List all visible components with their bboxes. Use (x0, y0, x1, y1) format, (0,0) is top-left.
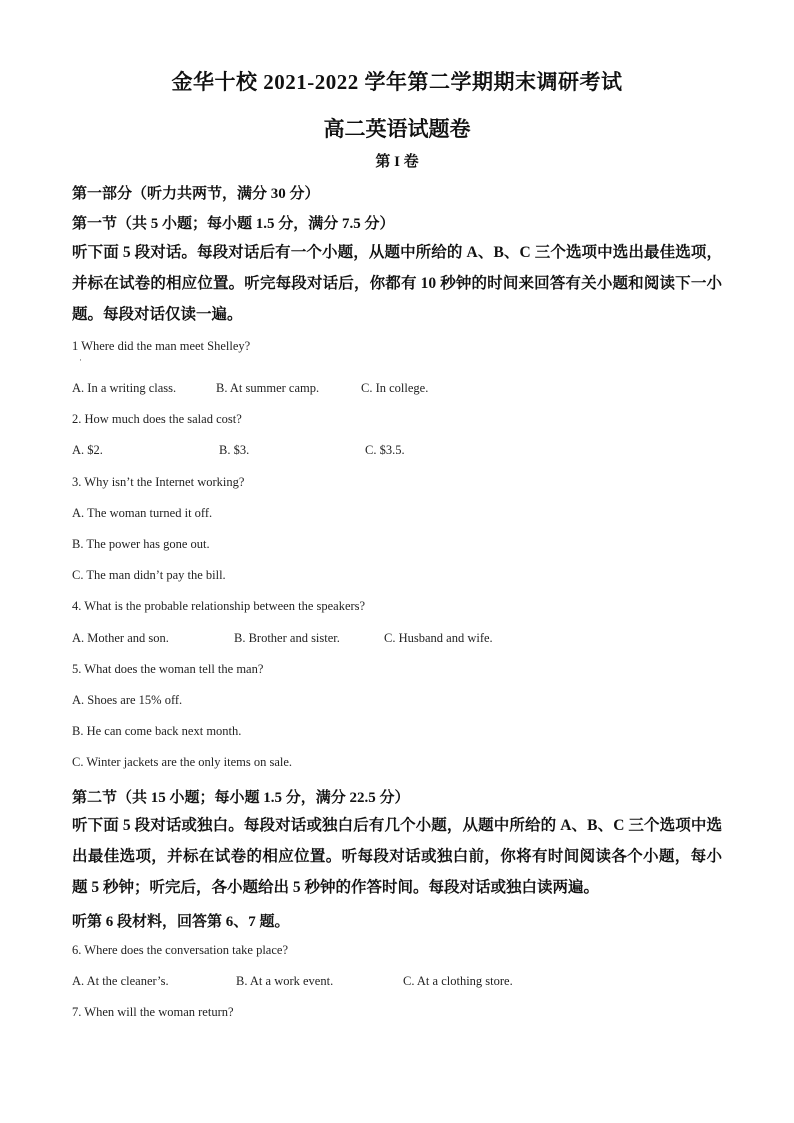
q1-option-b: B. At summer camp. (216, 381, 320, 395)
q2-option-c: C. $3.5. (365, 443, 405, 457)
q4-option-c: C. Husband and wife. (384, 631, 493, 645)
q5-option-b: B. He can come back next month. (72, 724, 242, 738)
q6-option-a: A. At the cleaner’s. (72, 974, 169, 988)
section2-heading: 第二节（共 15 小题；每小题 1.5 分，满分 22.5 分） (72, 790, 410, 806)
material-6-heading: 听第 6 段材料，回答第 6、7 题。 (72, 914, 290, 930)
q2-option-b: B. $3. (219, 443, 250, 457)
volume-label: 第 I 卷 (375, 154, 419, 170)
q5-option-a: A. Shoes are 15% off. (72, 693, 183, 707)
q6-option-b: B. At a work event. (236, 974, 334, 988)
q6-option-c: C. At a clothing store. (403, 974, 513, 988)
exam-title: 金华十校 2021-2022 学年第二学期期末调研考试 (171, 70, 623, 94)
q3-option-b: B. The power has gone out. (72, 537, 210, 551)
section1-instructions: 听下面 5 段对话。每段对话后有一个小题，从题中所给的 A、B、C 三个选项中选出最佳选项，并标在试卷的相应位置。听完每段对话后，你都有 10 秒钟的时间来回答有关小题和阅读下一小题。每段对话仅读一遍。 (72, 244, 722, 323)
q2-option-a: A. $2. (72, 443, 103, 457)
q5-option-c: C. Winter jackets are the only items on sale. (72, 755, 293, 769)
q4-option-a: A. Mother and son. (72, 631, 169, 645)
q4-option-b: B. Brother and sister. (234, 631, 340, 645)
section2-instructions: 听下面 5 段对话或独白。每段对话或独白后有几个小题，从题中所给的 A、B、C 三个选项中选出最佳选项，并标在试卷的相应位置。听每段对话或独白前，你将有时间阅读各个小题，每小题 5 秒钟；听完后，各小题给出 5 秒钟的作答时间。每段对话或独白读两遍。 (72, 817, 722, 896)
section1-heading: 第一节（共 5 小题；每小题 1.5 分，满分 7.5 分） (72, 216, 395, 232)
q1-option-c: C. In college. (361, 381, 429, 395)
question-5: 5. What does the woman tell the man? (72, 662, 264, 676)
q3-option-a: A. The woman turned it off. (72, 506, 213, 520)
question-6: 6. Where does the conversation take place? (72, 943, 288, 957)
question-1: 1 Where did the man meet Shelley? (72, 339, 251, 353)
q1-option-a: A. In a writing class. (72, 381, 177, 395)
exam-subtitle: 高二英语试题卷 (323, 117, 471, 141)
part1-heading: 第一部分（听力共两节，满分 30 分） (72, 186, 320, 202)
question-7: 7. When will the woman return? (72, 1005, 234, 1019)
q3-option-c: C. The man didn’t pay the bill. (72, 568, 226, 582)
question-3: 3. Why isn’t the Internet working? (72, 475, 245, 489)
stray-dot: · (79, 355, 82, 365)
question-4: 4. What is the probable relationship between the speakers? (72, 599, 366, 613)
question-2: 2. How much does the salad cost? (72, 412, 242, 426)
